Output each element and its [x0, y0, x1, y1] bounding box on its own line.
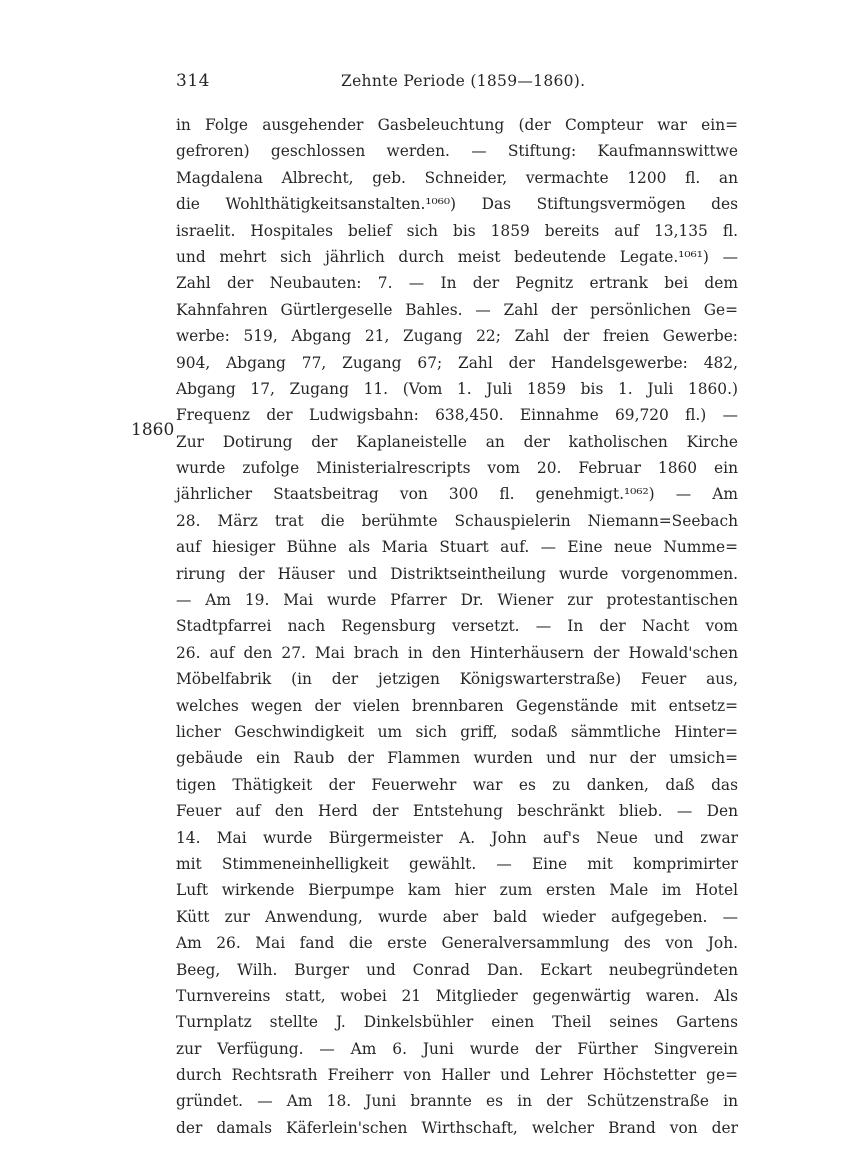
- text-line: welches wegen der vielen brennbaren Gegenstände mit entsetz=: [176, 696, 738, 715]
- text-line: — Am 19. Mai wurde Pfarrer Dr. Wiener zur protestantischen: [176, 591, 738, 610]
- text-line: israelit. Hospitales belief sich bis 1859 bereits auf 13,135 fl.: [176, 221, 738, 240]
- text-line: Möbelfabrik (in der jetzigen Königswarterstraße) Feuer aus,: [176, 670, 738, 689]
- running-head: Zehnte Periode (1859—1860).: [341, 72, 586, 90]
- text-line: Am 26. Mai fand die erste Generalversammlung des von Joh.: [176, 934, 738, 953]
- text-line: Turnvereins statt, wobei 21 Mitglieder gegenwärtig waren. Als: [176, 986, 738, 1005]
- text-line: 28. März trat die berühmte Schauspielerin Niemann=Seebach: [176, 511, 738, 530]
- text-line: jährlicher Staatsbeitrag von 300 fl. genehmigt.¹⁰⁶²) — Am: [176, 485, 738, 504]
- text-line: werbe: 519, Abgang 21, Zugang 22; Zahl der freien Gewerbe:: [176, 327, 738, 346]
- text-line: Magdalena Albrecht, geb. Schneider, vermachte 1200 fl. an: [176, 168, 738, 187]
- text-line: gründet. — Am 18. Juni brannte es in der Schützenstraße in: [176, 1092, 738, 1111]
- text-line: durch Rechtsrath Freiherr von Haller und Lehrer Höchstetter ge=: [176, 1066, 738, 1085]
- text-line: Zur Dotirung der Kaplaneistelle an der katholischen Kirche: [176, 432, 738, 451]
- text-line: zur Verfügung. — Am 6. Juni wurde der Fürther Singverein: [176, 1039, 738, 1058]
- text-line: 14. Mai wurde Bürgermeister A. John auf's Neue und zwar: [176, 828, 738, 847]
- text-line: der damals Käferlein'schen Wirthschaft, welcher Brand von der: [176, 1118, 738, 1137]
- text-line: in Folge ausgehender Gasbeleuchtung (der Compteur war ein=: [176, 116, 738, 134]
- text-line: Kahnfahren Gürtlergeselle Bahles. — Zahl der persönlichen Ge=: [176, 300, 738, 319]
- text-line: 904, Abgang 77, Zugang 67; Zahl der Handelsgewerbe: 482,: [176, 353, 738, 372]
- margin-year-note: 1860: [131, 420, 175, 440]
- text-line: licher Geschwindigkeit um sich griff, sodaß sämmtliche Hinter=: [176, 722, 738, 741]
- text-line: gefroren) geschlossen werden. — Stiftung: Kaufmannswittwe: [176, 142, 738, 161]
- text-line: wurde zufolge Ministerialrescripts vom 20. Februar 1860 ein: [176, 459, 738, 478]
- text-line: Feuer auf den Herd der Entstehung beschränkt blieb. — Den: [176, 802, 738, 821]
- text-line: die Wohlthätigkeitsanstalten.¹⁰⁶⁰) Das Stiftungsvermögen des: [176, 195, 738, 214]
- text-line: gebäude ein Raub der Flammen wurden und nur der umsich=: [176, 749, 738, 768]
- text-line: 26. auf den 27. Mai brach in den Hinterhäusern der Howald'schen: [176, 643, 738, 662]
- page-number: 314: [176, 71, 210, 91]
- text-line: Abgang 17, Zugang 11. (Vom 1. Juli 1859 bis 1. Juli 1860.): [176, 379, 738, 398]
- text-line: tigen Thätigkeit der Feuerwehr war es zu danken, daß das: [176, 775, 738, 794]
- page-header: [0, 0, 865, 110]
- text-line: Stadtpfarrei nach Regensburg versetzt. — In der Nacht vom: [176, 617, 738, 636]
- body-text: [176, 112, 738, 1141]
- text-line: mit Stimmeneinhelligkeit gewählt. — Eine mit komprimirter: [176, 854, 738, 873]
- text-line: Zahl der Neubauten: 7. — In der Pegnitz ertrank bei dem: [176, 274, 738, 293]
- text-line: Turnplatz stellte J. Dinkelsbühler einen Theil seines Gartens: [176, 1013, 738, 1032]
- text-line: Luft wirkende Bierpumpe kam hier zum ersten Male im Hotel: [176, 881, 738, 900]
- text-line: auf hiesiger Bühne als Maria Stuart auf. — Eine neue Numme=: [176, 538, 738, 557]
- text-line: Frequenz der Ludwigsbahn: 638,450. Einnahme 69,720 fl.) —: [176, 406, 738, 425]
- text-line: und mehrt sich jährlich durch meist bedeutende Legate.¹⁰⁶¹) —: [176, 247, 738, 266]
- text-line: rirung der Häuser und Distriktseintheilung wurde vorgenommen.: [176, 564, 738, 583]
- text-line: Kütt zur Anwendung, wurde aber bald wieder aufgegeben. —: [176, 907, 738, 926]
- text-line: Beeg, Wilh. Burger und Conrad Dan. Eckart neubegründeten: [176, 960, 738, 979]
